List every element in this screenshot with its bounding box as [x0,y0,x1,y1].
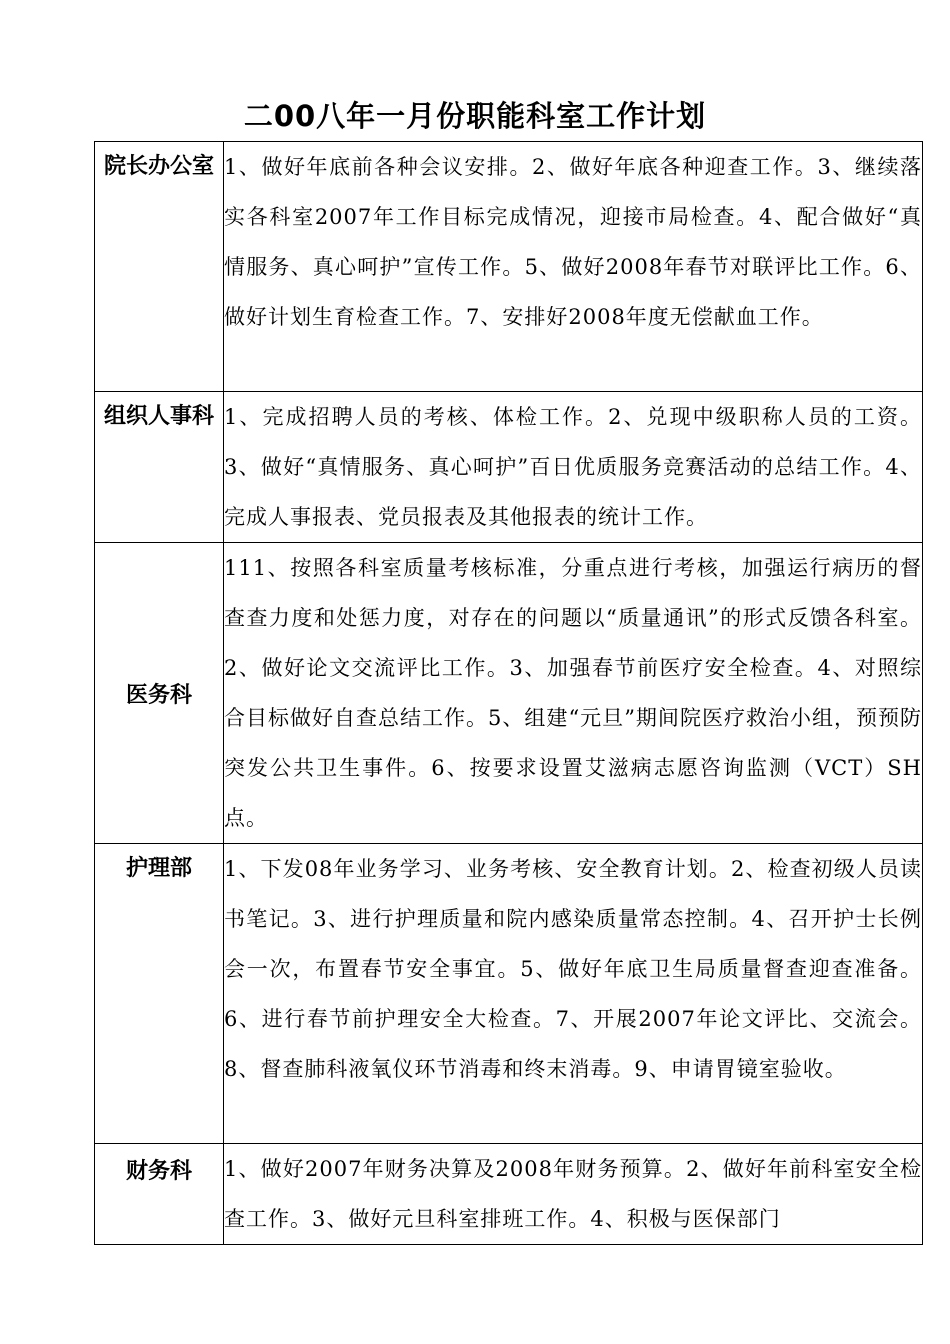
plan-content-cell: 1、做好2007年财务决算及2008年财务预算。2、做好年前科室安全检查工作。3、做好元旦科室排班工作。4、积极与医保部门 [224,1144,923,1245]
plan-content-cell: 1、完成招聘人员的考核、体检工作。2、兑现中级职称人员的工资。3、做好“真情服务、真心呵护”百日优质服务竞赛活动的总结工作。4、完成人事报表、党员报表及其他报表的统计工作。 [224,392,923,543]
plan-content-cell: 1、下发08年业务学习、业务考核、安全教育计划。2、检查初级人员读书笔记。3、进行护理质量和院内感染质量常态控制。4、召开护士长例会一次，布置春节安全事宜。5、做好年底卫生局质量督查迎查准备。6、进行春节前护理安全大检查。7、开展2007年论文评比、交流会。8、督查肺科液氧仪环节消毒和终末消毒。9、申请胃镜室验收。 [224,844,923,1144]
department-cell: 医务科 [95,543,224,844]
page-title: 二00八年一月份职能科室工作计划 [243,99,707,133]
department-cell: 组织人事科 [95,392,224,543]
plan-content-cell: 111、按照各科室质量考核标准，分重点进行考核，加强运行病历的督查查力度和处惩力度，对存在的问题以“质量通讯”的形式反馈各科室。2、做好论文交流评比工作。3、加强春节前医疗安全检查。4、对照综合目标做好自查总结工作。5、组建“元旦”期间院医疗救治小组，预预防突发公共卫生事件。6、按要求设置艾滋病志愿咨询监测（VCT）SH点。 [224,543,923,844]
table-row [95,543,923,844]
department-cell: 院长办公室 [95,142,224,392]
table-row [95,142,923,392]
table-row [95,1144,923,1245]
department-cell: 财务科 [95,1144,224,1245]
work-plan-table [94,141,923,1245]
department-cell: 护理部 [95,844,224,1144]
table-row [95,844,923,1144]
table-row [95,392,923,543]
plan-content-cell: 1、做好年底前各种会议安排。2、做好年底各种迎查工作。3、继续落实各科室2007年工作目标完成情况，迎接市局检查。4、配合做好“真情服务、真心呵护”宣传工作。5、做好2008年春节对联评比工作。6、做好计划生育检查工作。7、安排好2008年度无偿献血工作。 [224,142,923,392]
